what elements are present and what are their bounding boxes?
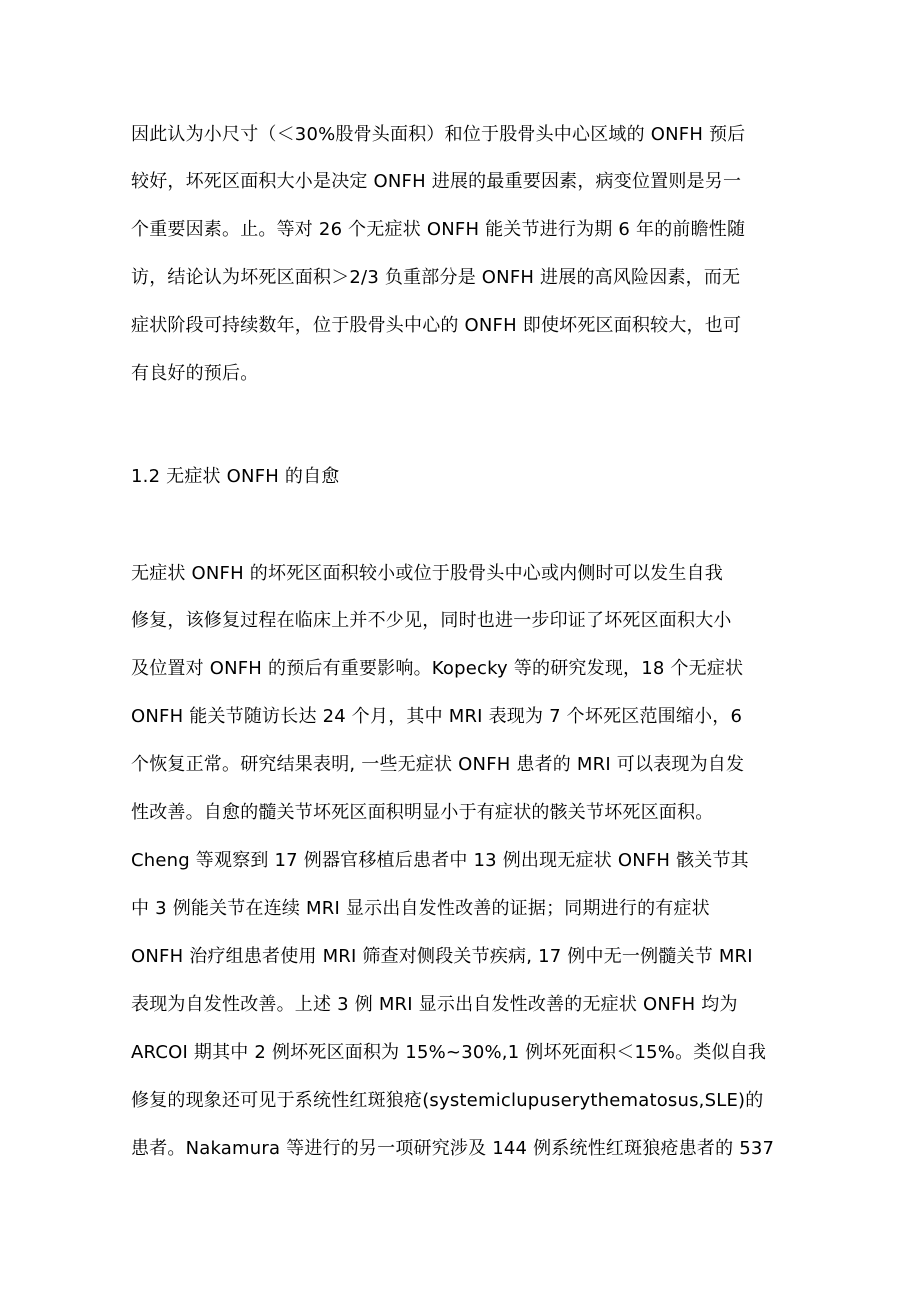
paragraph1-line: 有良好的预后。 (131, 363, 259, 384)
paragraph2-line: ONFH 能关节随访长达 24 个月，其中 MRI 表现为 7 个坏死区范围缩小，6 (131, 706, 743, 727)
paragraph2-line: 修复的现象还可见于系统性红斑狼疮(systemiclupuserythematosus,SLE)的 (131, 1090, 764, 1111)
paragraph2-line: 无症状 ONFH 的坏死区面积较小或位于股骨头中心或内侧时可以发生自我 (131, 563, 723, 584)
paragraph2-line: ARCOI 期其中 2 例坏死区面积为 15%~30%,1 例坏死面积＜15%。类似自我 (131, 1042, 767, 1063)
paragraph1-line: 因此认为小尺寸（＜30%股骨头面积）和位于股骨头中心区域的 ONFH 预后 (131, 124, 746, 145)
paragraph1-line: 较好，坏死区面积大小是决定 ONFH 进展的最重要因素，病变位置则是另一 (131, 171, 742, 192)
paragraph2-line: 个恢复正常。研究结果表明, 一些无症状 ONFH 患者的 MRI 可以表现为自发 (131, 754, 745, 775)
paragraph1-line: 症状阶段可持续数年，位于股骨头中心的 ONFH 即使坏死区面积较大，也可 (131, 315, 742, 336)
paragraph2-line: 及位置对 ONFH 的预后有重要影响。Kopecky 等的研究发现，18 个无症状 (131, 658, 744, 679)
paragraph1-line: 访，结论认为坏死区面积＞2/3 负重部分是 ONFH 进展的高风险因素，而无 (131, 267, 741, 288)
paragraph2-line: 中 3 例能关节在连续 MRI 显示出自发性改善的证据；同期进行的有症状 (131, 898, 710, 919)
paragraph2-line: ONFH 治疗组患者使用 MRI 筛查对侧段关节疾病, 17 例中无一例髓关节 MRI (131, 946, 753, 967)
paragraph2-line: 表现为自发性改善。上述 3 例 MRI 显示出自发性改善的无症状 ONFH 均为 (131, 994, 738, 1015)
paragraph1-line: 个重要因素。止。等对 26 个无症状 ONFH 能关节进行为期 6 年的前瞻性随 (131, 219, 746, 240)
paragraph2-line: 修复，该修复过程在临床上并不少见，同时也进一步印证了坏死区面积大小 (131, 610, 732, 631)
section-heading: 1.2 无症状 ONFH 的自愈 (131, 466, 340, 487)
paragraph2-line: 性改善。自愈的髓关节坏死区面积明显小于有症状的骸关节坏死区面积。 (131, 802, 714, 823)
paragraph2-line: Cheng 等观察到 17 例器官移植后患者中 13 例出现无症状 ONFH 骸关节其 (131, 850, 749, 871)
paragraph2-line: 患者。Nakamura 等进行的另一项研究涉及 144 例系统性红斑狼疮患者的 537 (131, 1138, 775, 1159)
